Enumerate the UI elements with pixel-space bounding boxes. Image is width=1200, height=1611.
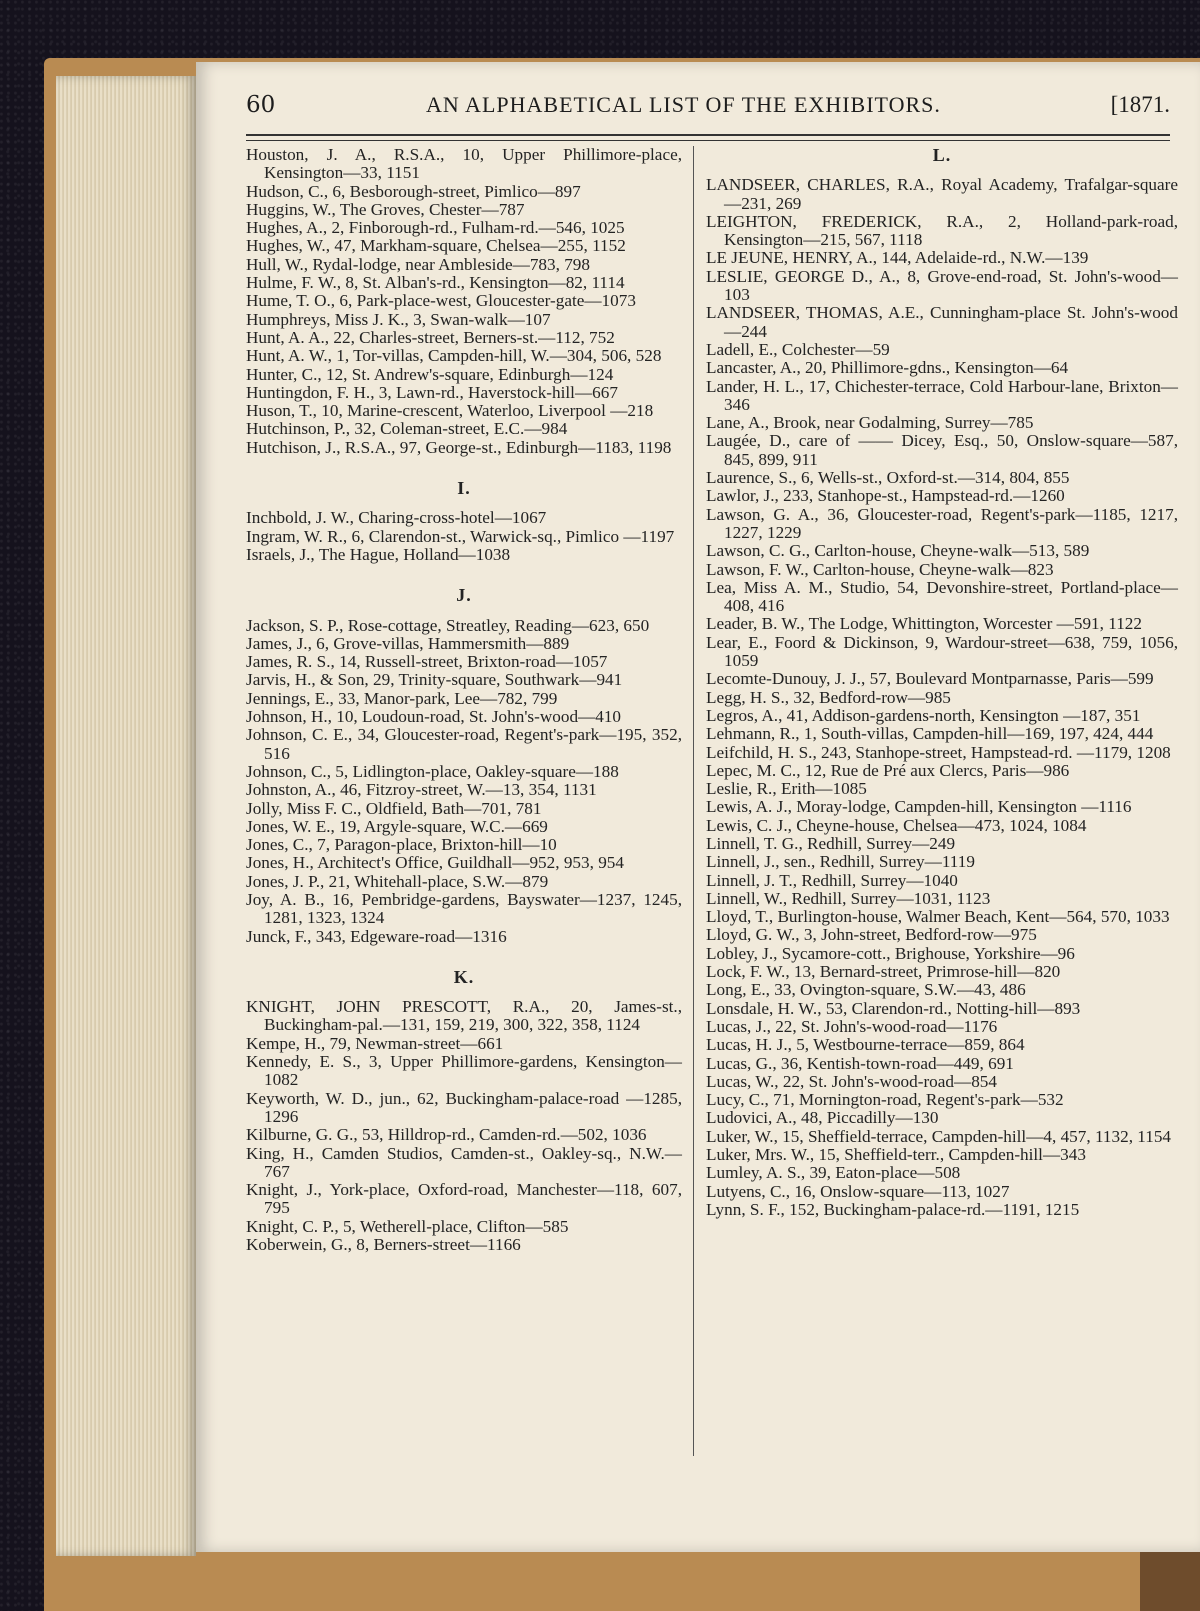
exhibitor-entry: Hulme, F. W., 8, St. Alban's-rd., Kensington—82, 1114	[246, 273, 625, 293]
section-letter: I.	[457, 478, 471, 499]
exhibitor-entry: Lloyd, T., Burlington-house, Walmer Beach, Kent—564, 570, 1033	[706, 907, 1170, 927]
exhibitor-entry: Lancaster, A., 20, Phillimore-gdns., Kensington—64	[706, 358, 1069, 378]
right-column	[706, 146, 1178, 1219]
exhibitor-entry: Hutchison, J., R.S.A., 97, George-st., Edinburgh—1183, 1198	[246, 437, 672, 457]
page-number: 60	[246, 92, 276, 118]
page-header	[246, 92, 1170, 132]
exhibitor-entry: James, R. S., 14, Russell-street, Brixton-road—1057	[246, 652, 608, 672]
exhibitor-entry: Johnson, H., 10, Loudoun-road, St. John's-wood—410	[246, 707, 622, 727]
exhibitor-entry: Kennedy, E. S., 3, Upper Phillimore-gardens, Kensington—1082	[246, 1052, 682, 1090]
exhibitor-entry: Huson, T., 10, Marine-crescent, Waterloo, Liverpool —218	[246, 401, 654, 421]
exhibitor-entry: Lucas, W., 22, St. John's-wood-road—854	[706, 1071, 997, 1091]
exhibitor-entry: Kilburne, G. G., 53, Hilldrop-rd., Camden-rd.—502, 1036	[246, 1125, 647, 1145]
exhibitor-entry: Hudson, C., 6, Besborough-street, Pimlico—897	[246, 181, 581, 201]
exhibitor-entry: Lander, H. L., 17, Chichester-terrace, Cold Harbour-lane, Brixton—346	[706, 376, 1178, 414]
exhibitor-entry: Jones, C., 7, Paragon-place, Brixton-hill—10	[246, 835, 557, 855]
exhibitor-entry: Lewis, C. J., Cheyne-house, Chelsea—473, 1024, 1084	[706, 815, 1087, 835]
exhibitor-entry: Luker, W., 15, Sheffield-terrace, Campden-hill—4, 457, 1132, 1154	[706, 1126, 1172, 1146]
exhibitor-entry: Knight, C. P., 5, Wetherell-place, Clifton—585	[246, 1216, 569, 1236]
exhibitor-entry: Lehmann, R., 1, South-villas, Campden-hill—169, 197, 424, 444	[706, 724, 1154, 744]
exhibitor-entry: LANDSEER, CHARLES, R.A., Royal Academy, Trafalgar-square—231, 269	[706, 175, 1178, 213]
exhibitor-entry: Lecomte-Dunouy, J. J., 57, Boulevard Montparnasse, Paris—599	[706, 669, 1154, 689]
exhibitor-entry: Lloyd, G. W., 3, John-street, Bedford-row—975	[706, 925, 1037, 945]
exhibitor-entry: Knight, J., York-place, Oxford-road, Manchester—118, 607, 795	[246, 1180, 682, 1218]
exhibitor-entry: Lane, A., Brook, near Godalming, Surrey—785	[706, 413, 1034, 433]
exhibitor-entry: Hughes, W., 47, Markham-square, Chelsea—255, 1152	[246, 236, 626, 256]
section-letter: K.	[453, 966, 475, 987]
exhibitor-entry: Jackson, S. P., Rose-cottage, Streatley, Reading—623, 650	[246, 615, 650, 635]
book-page	[196, 62, 1200, 1552]
exhibitor-entry: Lock, F. W., 13, Bernard-street, Primrose-hill—820	[706, 962, 1061, 982]
exhibitor-entry: Huntingdon, F. H., 3, Lawn-rd., Haverstock-hill—667	[246, 382, 618, 402]
exhibitor-entry: Koberwein, G., 8, Berners-street—1166	[246, 1235, 521, 1255]
exhibitor-entry: Ladell, E., Colchester—59	[706, 339, 890, 359]
exhibitor-entry: Jolly, Miss F. C., Oldfield, Bath—701, 781	[246, 798, 542, 818]
exhibitor-entry: Jones, J. P., 21, Whitehall-place, S.W.—879	[246, 871, 549, 891]
exhibitor-entry: Lear, E., Foord & Dickinson, 9, Wardour-street—638, 759, 1056, 1059	[706, 632, 1178, 671]
exhibitor-entry: Lawson, C. G., Carlton-house, Cheyne-walk—513, 589	[706, 541, 1090, 561]
exhibitor-entry: Kempe, H., 79, Newman-street—661	[246, 1033, 504, 1053]
exhibitor-entry: Johnston, A., 46, Fitzroy-street, W.—13, 354, 1131	[246, 780, 597, 800]
exhibitor-entry: Johnson, C. E., 34, Gloucester-road, Regent's-park—195, 352, 516	[246, 725, 682, 763]
page-edges	[56, 76, 196, 1556]
exhibitor-entry: Lumley, A. S., 39, Eaton-place—508	[706, 1163, 961, 1183]
exhibitor-entry: Hunter, C., 12, St. Andrew's-square, Edinburgh—124	[246, 364, 614, 384]
exhibitor-entry: LEIGHTON, FREDERICK, R.A., 2, Holland-park-road, Kensington—215, 567, 1118	[706, 211, 1178, 250]
exhibitor-entry: Jones, H., Architect's Office, Guildhall—952, 953, 954	[246, 853, 624, 873]
exhibitor-entry: Inchbold, J. W., Charing-cross-hotel—1067	[246, 508, 547, 528]
exhibitor-entry: Lucy, C., 71, Mornington-road, Regent's-park—532	[706, 1090, 1064, 1110]
exhibitor-entry: Huggins, W., The Groves, Chester—787	[246, 199, 525, 219]
exhibitor-entry: Jarvis, H., & Son, 29, Trinity-square, Southwark—941	[246, 670, 623, 690]
exhibitor-entry: Lonsdale, H. W., 53, Clarendon-rd., Notting-hill—893	[706, 998, 1081, 1018]
exhibitor-entry: Lutyens, C., 16, Onslow-square—113, 1027	[706, 1181, 1010, 1201]
exhibitor-entry: Jennings, E., 33, Manor-park, Lee—782, 799	[246, 688, 558, 708]
exhibitor-entry: Junck, F., 343, Edgeware-road—1316	[246, 926, 507, 946]
header-rule	[246, 134, 1170, 141]
exhibitor-entry: Jones, W. E., 19, Argyle-square, W.C.—669	[246, 816, 548, 836]
exhibitor-entry: James, J., 6, Grove-villas, Hammersmith—889	[246, 633, 570, 653]
running-head: AN ALPHABETICAL LIST OF THE EXHIBITORS.	[426, 92, 941, 117]
exhibitor-entry: Long, E., 33, Ovington-square, S.W.—43, 486	[706, 980, 1026, 1000]
exhibitor-entry: Ludovici, A., 48, Piccadilly—130	[706, 1108, 939, 1128]
exhibitor-entry: Linnell, T. G., Redhill, Surrey—249	[706, 833, 956, 853]
exhibitor-entry: Lawlor, J., 233, Stanhope-st., Hampstead-rd.—1260	[706, 486, 1065, 506]
exhibitor-entry: Hume, T. O., 6, Park-place-west, Gloucester-gate—1073	[246, 291, 636, 311]
exhibitor-entry: Lawson, F. W., Carlton-house, Cheyne-walk—823	[706, 559, 1054, 579]
exhibitor-entry: Lea, Miss A. M., Studio, 54, Devonshire-street, Portland-place—408, 416	[706, 577, 1178, 616]
exhibitor-entry: Johnson, C., 5, Lidlington-place, Oakley-square—188	[246, 761, 619, 781]
exhibitor-entry: Lucas, J., 22, St. John's-wood-road—1176	[706, 1016, 998, 1036]
section-letter: L.	[932, 145, 952, 165]
exhibitor-entry: Linnell, J., sen., Redhill, Surrey—1119	[706, 852, 975, 872]
exhibitor-entry: Houston, J. A., R.S.A., 10, Upper Phillimore-place, Kensington—33, 1151	[246, 145, 682, 183]
exhibitor-entry: Legros, A., 41, Addison-gardens-north, Kensington —187, 351	[706, 705, 1141, 725]
section-letter: J.	[456, 585, 472, 606]
exhibitor-entry: Leslie, R., Erith—1085	[706, 779, 867, 799]
exhibitor-entry: Leader, B. W., The Lodge, Whittington, Worcester —591, 1122	[706, 614, 1142, 634]
exhibitor-entry: Humphreys, Miss J. K., 3, Swan-walk—107	[246, 309, 551, 329]
exhibitor-entry: Linnell, J. T., Redhill, Surrey—1040	[706, 870, 958, 890]
exhibitor-entry: Lucas, G., 36, Kentish-town-road—449, 691	[706, 1053, 1014, 1073]
exhibitor-entry: Linnell, W., Redhill, Surrey—1031, 1123	[706, 888, 991, 908]
exhibitor-entry: Hughes, A., 2, Finborough-rd., Fulham-rd.—546, 1025	[246, 218, 625, 238]
column-divider	[693, 146, 694, 1456]
exhibitor-entry: Ingram, W. R., 6, Clarendon-st., Warwick-sq., Pimlico —1197	[246, 526, 675, 546]
left-column	[246, 146, 682, 1254]
exhibitor-entry: Lucas, H. J., 5, Westbourne-terrace—859, 864	[706, 1035, 1025, 1055]
exhibitor-entry: LESLIE, GEORGE D., A., 8, Grove-end-road, St. John's-wood—103	[706, 266, 1178, 305]
exhibitor-entry: Hunt, A. W., 1, Tor-villas, Campden-hill, W.—304, 506, 528	[246, 346, 662, 366]
exhibitor-entry: Hunt, A. A., 22, Charles-street, Berners-st.—112, 752	[246, 327, 615, 347]
year-label: [1871.	[1110, 92, 1170, 117]
exhibitor-entry: Lynn, S. F., 152, Buckingham-palace-rd.—1191, 1215	[706, 1199, 1080, 1219]
exhibitor-entry: Hull, W., Rydal-lodge, near Ambleside—783, 798	[246, 254, 590, 274]
exhibitor-entry: LE JEUNE, HENRY, A., 144, Adelaide-rd., N.W.—139	[706, 248, 1089, 268]
exhibitor-entry: Laurence, S., 6, Wells-st., Oxford-st.—314, 804, 855	[706, 468, 1070, 488]
exhibitor-entry: Leifchild, H. S., 243, Stanhope-street, Hampstead-rd. —1179, 1208	[706, 742, 1171, 762]
exhibitor-entry: Lawson, G. A., 36, Gloucester-road, Regent's-park—1185, 1217, 1227, 1229	[706, 504, 1178, 542]
exhibitor-entry: Keyworth, W. D., jun., 62, Buckingham-palace-road —1285, 1296	[246, 1088, 682, 1126]
exhibitor-entry: Lobley, J., Sycamore-cott., Brighouse, Yorkshire—96	[706, 943, 1075, 963]
exhibitor-entry: LANDSEER, THOMAS, A.E., Cunningham-place St. John's-wood—244	[706, 303, 1178, 341]
exhibitor-entry: Legg, H. S., 32, Bedford-row—985	[706, 687, 951, 707]
exhibitor-entry: Lepec, M. C., 12, Rue de Pré aux Clercs, Paris—986	[706, 760, 1070, 780]
exhibitor-entry: KNIGHT, JOHN PRESCOTT, R.A., 20, James-st., Buckingham-pal.—131, 159, 219, 300, 322, 358, 1124	[246, 997, 682, 1035]
exhibitor-entry: Israels, J., The Hague, Holland—1038	[246, 544, 511, 564]
exhibitor-entry: Laugée, D., care of —— Dicey, Esq., 50, Onslow-square—587, 845, 899, 911	[706, 431, 1178, 469]
exhibitor-entry: King, H., Camden Studios, Camden-st., Oakley-sq., N.W.—767	[246, 1143, 682, 1181]
exhibitor-entry: Joy, A. B., 16, Pembridge-gardens, Bayswater—1237, 1245, 1281, 1323, 1324	[246, 889, 682, 928]
exhibitor-entry: Luker, Mrs. W., 15, Sheffield-terr., Campden-hill—343	[706, 1145, 1086, 1165]
exhibitor-entry: Hutchinson, P., 32, Coleman-street, E.C.—984	[246, 419, 568, 439]
exhibitor-entry: Lewis, A. J., Moray-lodge, Campden-hill, Kensington —1116	[706, 797, 1132, 817]
